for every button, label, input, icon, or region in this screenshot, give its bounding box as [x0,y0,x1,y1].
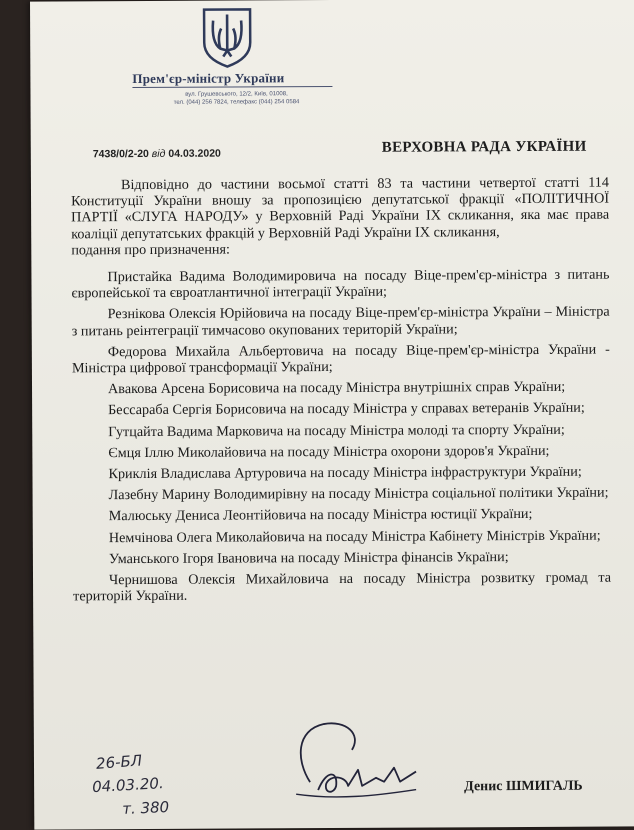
appointment-item: Чернишова Олексія Михайловича на посаду Міністра розвитку громад та територій України. [73,569,612,605]
reference-date-label: від [151,147,166,160]
reference-id: 7438/0/2-20 [92,147,149,161]
trident-emblem-icon [200,6,254,68]
appointment-item: Криклія Владислава Артуровича на посаду Міністра інфраструктури України; [108,463,582,483]
intro-paragraph [71,175,609,259]
appointment-item: Малюську Дениса Леонтійовича на посаду Міністра юстиції України; [108,506,533,525]
addressee: ВЕРХОВНА РАДА УКРАЇНИ [381,138,587,156]
appointment-item: Лазебну Марину Володимирівну на посаду Міністра соціальної політики України; [108,484,609,504]
letterhead-address [136,90,336,107]
appointment-item: Федорова Михайла Альбертовича на посаду Віце-прем'єр-міністра України - Міністра цифрової трансформації України; [71,341,610,377]
appointment-list [71,267,611,605]
appointment-item: Пристайка Вадима Володимировича на посаду Віце-прем'єр-міністра з питань європейської та євроатлантичної інтеграції України; [71,266,610,302]
appointment-item: Резнікова Олексія Юрійовича на посаду Віце-прем'єр-міністра України – Міністра з питань реінтеграції тимчасово окупованих територій України; [71,303,610,339]
handwritten-note-3: т. 380 [121,798,170,818]
address-line-1: вул. Грушевського, 12/2, Київ, 01008, [185,91,288,98]
letterhead-divider [132,86,332,88]
letter-body [71,175,611,610]
signature-icon [266,720,426,811]
appointment-item: Немчінова Олега Миколайовича на посаду Міністра Кабінету Міністрів України; [108,527,601,546]
appointment-item: Ємця Іллю Миколайовича на посаду Міністра охорони здоров'я України; [108,442,550,462]
document-page [30,0,634,830]
appointment-item: Бессараба Сергія Борисовича на посаду Міністра у справах ветеранів України; [108,400,585,419]
signer-name: Денис ШМИГАЛЬ [464,778,583,795]
handwritten-note-2: 04.03.20. [91,774,165,797]
appointment-item: Уманського Ігоря Івановича на посаду Міністра фінансів України; [108,548,509,568]
letterhead-title: Прем'єр-міністр України [132,70,285,87]
appointment-item: Авакова Арсена Борисовича на посаду Міністра внутрішніх справ України; [107,379,566,398]
reference-number [93,148,221,161]
appointment-item: Гутцайта Вадима Марковича на посаду Міністра молоді та спорту України; [108,421,565,440]
handwritten-note-1: 26-БЛ [95,751,143,773]
signature-block [34,718,634,829]
reference-date: 04.03.2020 [168,147,221,160]
intro-trailer: подання про призначення: [71,241,231,259]
address-line-2: тел. (044) 256 7824, телефакс (044) 254 0584 [173,99,300,106]
intro-text: Відповідно до частини восьмої статті 83 та частини четвертої статті 114 Конституції України вношу за пропозицією депутатської фракції «ПОЛІТИЧНОЇ ПАРТІЇ «СЛУГА НАРОДУ» у Верховній Раді України IX скликання, яка має права коаліції депутатських фракцій у Верховній Раді України IX скликання, [71,174,610,242]
